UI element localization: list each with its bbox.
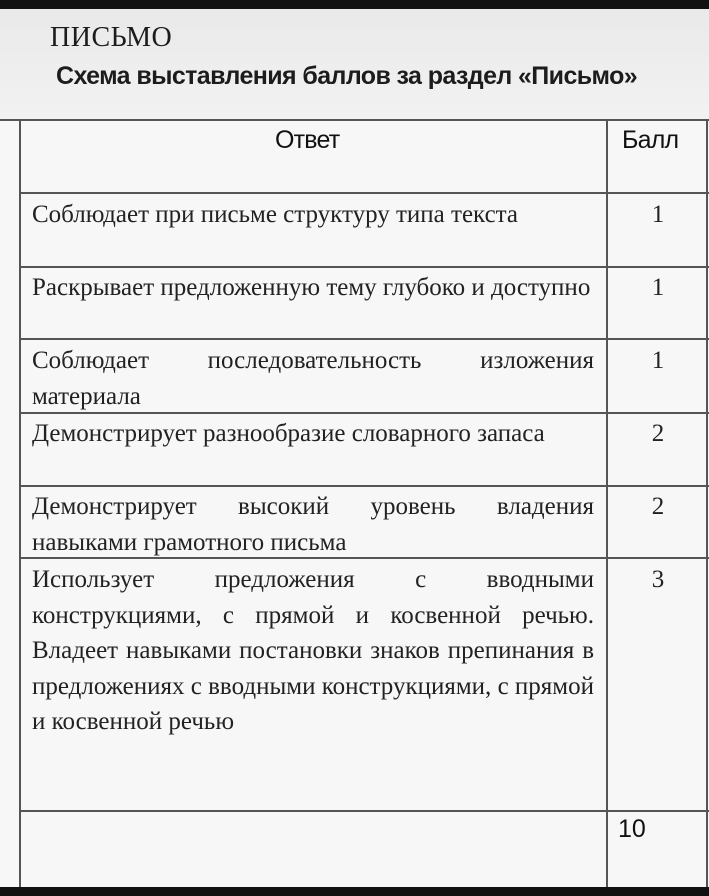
table-row-score: 2 <box>651 493 665 520</box>
top-border <box>0 0 709 9</box>
total-score: 10 <box>618 815 646 843</box>
table-top-line <box>0 119 709 121</box>
table-left-border <box>19 119 21 887</box>
table-row-score: 1 <box>651 347 665 374</box>
table-row-answer: Раскрывает предложенную тему глубоко и доступно <box>32 274 591 301</box>
section-label: ПИСЬМО <box>50 22 173 53</box>
table-right-border <box>706 119 708 887</box>
table-row-answer: Демонстрирует высокий уровень владения навыками грамотного письма <box>32 493 594 556</box>
table-row-score: 3 <box>651 566 665 593</box>
table-row-score: 2 <box>651 420 665 447</box>
table-row-answer: Использует предложения с вводными конструкциями, с прямой и косвенной речью. Владеет навыками постановки знаков препинания в предложениях с вводными конструкциями, с прямой и косвенной речью <box>32 566 594 735</box>
table-row-answer: Соблюдает при письме структуру типа текста <box>32 201 518 228</box>
scoring-scheme-title: Схема выставления баллов за раздел «Письмо» <box>56 62 638 90</box>
score-column-header: Балл <box>622 126 679 154</box>
table-row-score: 1 <box>651 201 665 228</box>
answer-column-header: Ответ <box>275 126 340 154</box>
table-row-answer: Соблюдает последовательность изложения материала <box>32 347 594 410</box>
column-divider <box>606 119 608 887</box>
table-row-score: 1 <box>651 274 665 301</box>
table-row-answer: Демонстрирует разнообразие словарного запаса <box>32 420 545 447</box>
bottom-border <box>0 887 709 896</box>
